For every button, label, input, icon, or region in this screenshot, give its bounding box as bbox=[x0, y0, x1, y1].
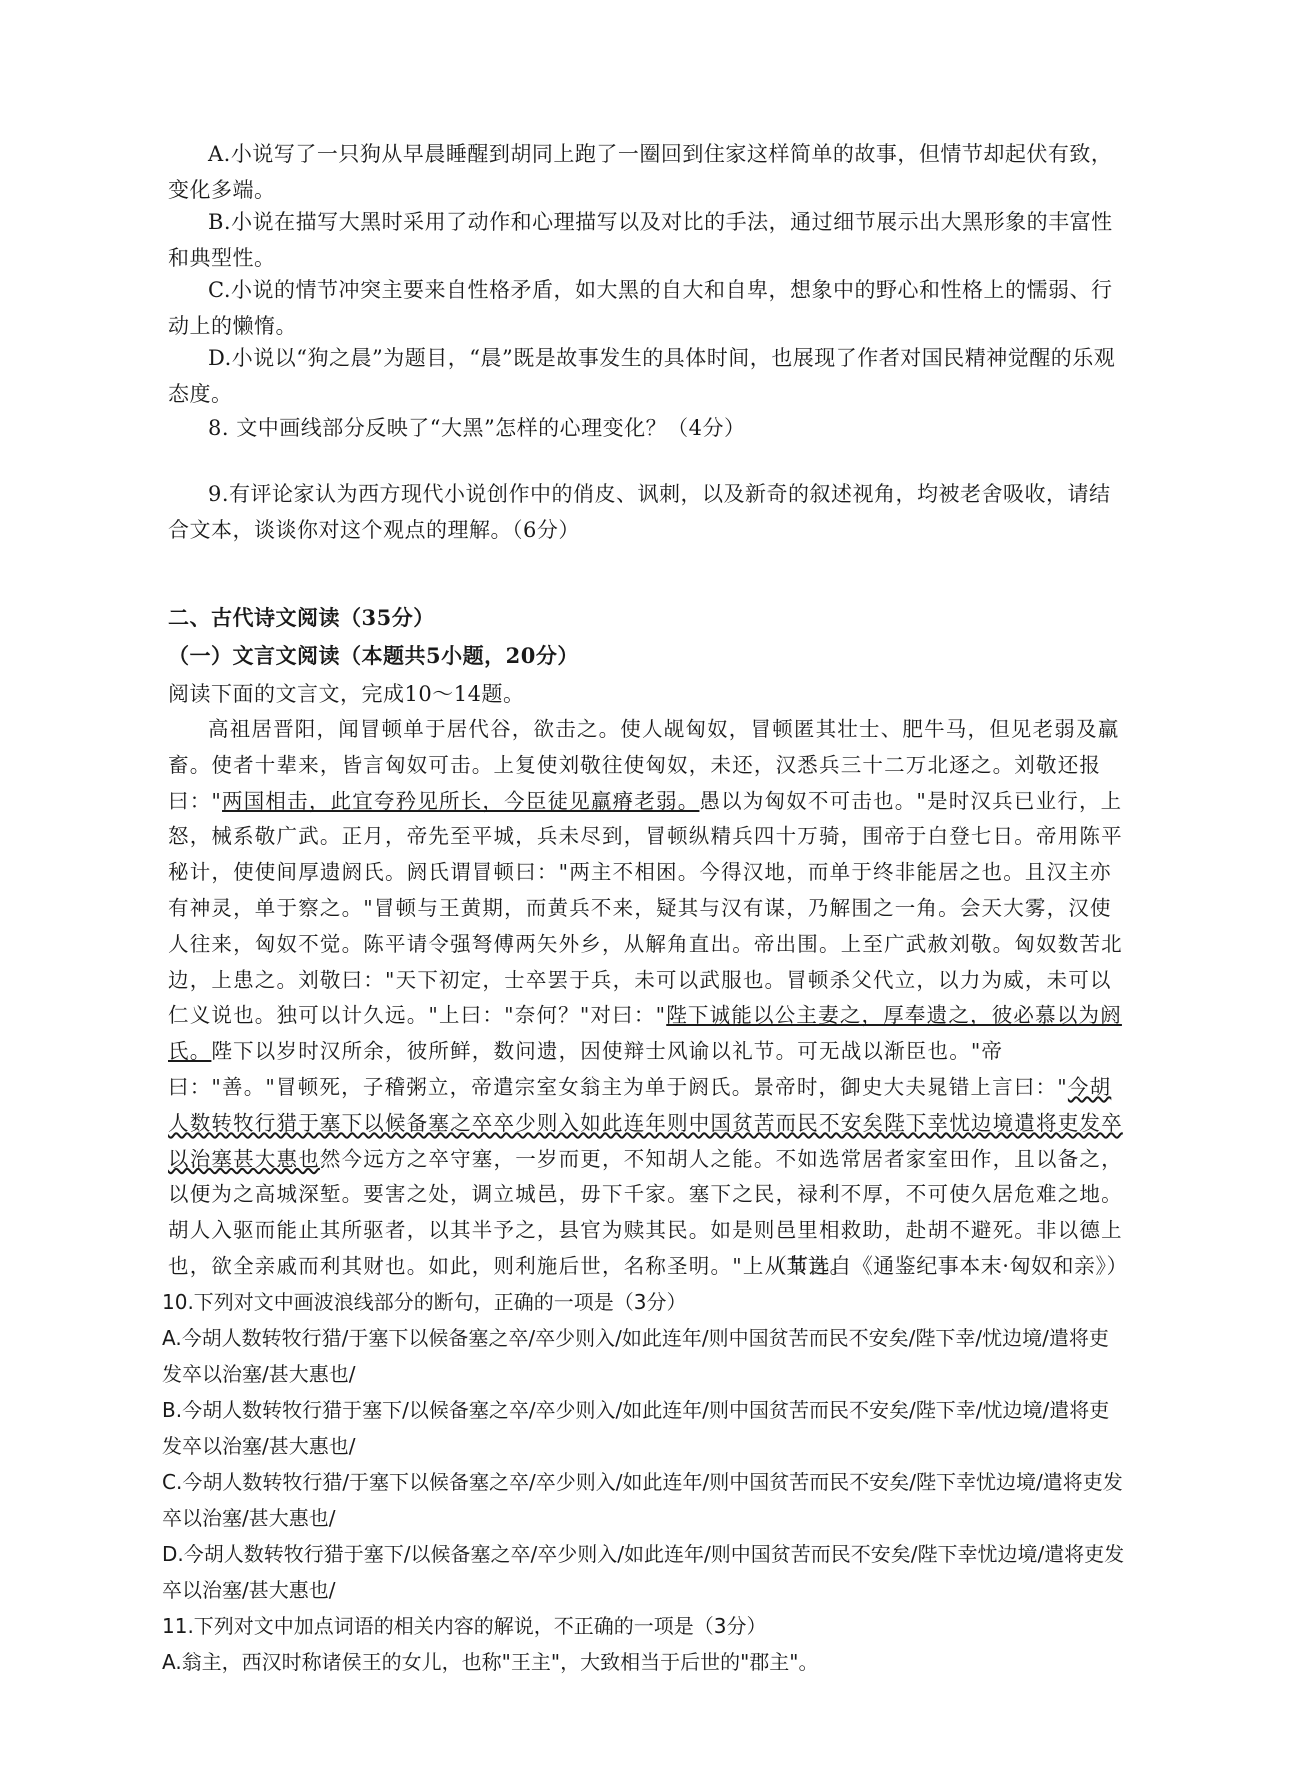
wavy-underlined-passage: 今胡人数转牧行猎于塞下以候备塞之卒卒少则入如此连年则中国贫苦而民不安矣陛下幸忧边境遣将吏发卒以治塞甚大惠也 bbox=[168, 1074, 1123, 1171]
underlined-sentence-2: 陛下诚能以公主妻之，厚奉遗之，彼必慕以为阏氏。 bbox=[168, 1003, 1122, 1064]
passage-part-1: 高祖居晋阳，闻冒顿单于居代谷，欲击之。使人觇匈奴，冒顿匿其壮士、肥牛马，但见老弱及羸畜。使者十辈来，皆言匈奴可击。上复使刘敬往使匈奴，未还，汉悉兵三十二万北逐之。刘敬还报曰：" bbox=[168, 717, 1120, 813]
q10-option-c: C.今胡人数转牧行猎/于塞下以候备塞之卒/卒少则入/如此连年/则中国贫苦而民不安矣/陛下幸忧边境/遣将吏发卒以治塞/甚大惠也/ bbox=[162, 1470, 1123, 1530]
subsection-1-title: （一）文言文阅读（本题共5小题，20分） bbox=[168, 643, 579, 668]
section-2-title: 二、古代诗文阅读（35分） bbox=[168, 605, 435, 630]
question-11-stem: 11.下列对文中加点词语的相关内容的解说，不正确的一项是（3分） bbox=[162, 1614, 767, 1638]
q7-option-b: B.小说在描写大黑时采用了动作和心理描写以及对比的手法，通过细节展示出大黑形象的丰富性和典型性。 bbox=[168, 210, 1113, 270]
classical-passage bbox=[168, 712, 1128, 1285]
question-8: 8. 文中画线部分反映了“大黑”怎样的心理变化？（4分） bbox=[208, 416, 746, 440]
q7-option-a: A.小说写了一只狗从早晨睡醒到胡同上跑了一圈回到住家这样简单的故事，但情节却起伏有致，变化多端。 bbox=[168, 142, 1113, 202]
passage-part-4: 然今远方之卒守塞，一岁而更，不知胡人之能。不如选常居者家室田作，且以备之，以便为之高城深堑。要害之处，调立城邑，毋下千家。塞下之民，禄利不厚，不可使久居危难之地。胡人入驱而能止其所驱者，以其半予之，县官为赎其民。如是则邑里相救助，赴胡不避死。非以德上也，欲全亲戚而利其财也。如此，则利施后世，名称圣明。"上从其言。 bbox=[168, 1146, 1123, 1278]
q10-option-d: D.今胡人数转牧行猎于塞下/以候备塞之卒/卒少则入/如此连年/则中国贫苦而民不安矣/陛下幸忧边境/遣将吏发卒以治塞/甚大惠也/ bbox=[162, 1542, 1125, 1602]
q10-option-a: A.今胡人数转牧行猎/于塞下以候备塞之卒/卒少则入/如此连年/则中国贫苦而民不安矣/陛下幸/忧边境/遣将吏发卒以治塞/甚大惠也/ bbox=[162, 1326, 1109, 1386]
passage-part-2: 愚以为匈奴不可击也。"是时汉兵已业行，上怒，械系敬广武。正月，帝先至平城，兵未尽到，冒顿纵精兵四十万骑，围帝于白登七日。帝用陈平秘计，使使间厚遗阏氏。阏氏谓冒顿曰："两主不相困。今得汉地，而单于终非能居之也。且汉主亦有神灵，单于察之。"冒顿与王黄期，而黄兵不来，疑其与汉有谋，乃解围之一角。会天大雾，汉使人往来，匈奴不觉。陈平请令强弩傅两矢外乡，从解角直出。帝出围。上至广武赦刘敬。匈奴数苦北边，上患之。刘敬曰："天下初定，士卒罢于兵，未可以武服也。冒顿杀父代立，以力为威，未可以仁义说也。独可以计久远。"上曰："奈何？"对曰：" bbox=[168, 788, 1123, 1028]
underlined-sentence-1: 两国相击，此宜夸矜见所长，今臣徒见羸瘠老弱。 bbox=[222, 788, 700, 813]
passage-part-3: 陛下以岁时汉所余，彼所鲜，数问遗，因使辩士风谕以礼节。可无战以渐臣也。"帝曰："善。"冒顿死，子稽粥立，帝遣宗室女翁主为单于阏氏。景帝时，御史大夫晁错上言曰：" bbox=[168, 1039, 1068, 1099]
question-10-stem: 10.下列对文中画波浪线部分的断句，正确的一项是（3分） bbox=[162, 1290, 687, 1314]
question-9: 9.有评论家认为西方现代小说创作中的俏皮、讽刺，以及新奇的叙述视角，均被老舍吸收，请结合文本，谈谈你对这个观点的理解。（6分） bbox=[168, 482, 1111, 542]
q7-option-d: D.小说以“狗之晨”为题目，“晨”既是故事发生的具体时间，也展现了作者对国民精神觉醒的乐观态度。 bbox=[168, 346, 1116, 406]
q11-option-a: A.翁主，西汉时称诸侯王的女儿，也称"王主"，大致相当于后世的"郡主"。 bbox=[162, 1650, 819, 1674]
passage-source: （节选自《通鉴纪事本末·匈奴和亲》） bbox=[765, 1254, 1128, 1278]
q7-option-c: C.小说的情节冲突主要来自性格矛盾，如大黑的自大和自卑，想象中的野心和性格上的懦弱、行动上的懒惰。 bbox=[168, 278, 1113, 338]
reading-instruction: 阅读下面的文言文，完成10～14题。 bbox=[168, 682, 525, 706]
q10-option-b: B.今胡人数转牧行猎于塞下/以候备塞之卒/卒少则入/如此连年/则中国贫苦而民不安矣/陛下幸/忧边境/遣将吏发卒以治塞/甚大惠也/ bbox=[162, 1398, 1110, 1458]
